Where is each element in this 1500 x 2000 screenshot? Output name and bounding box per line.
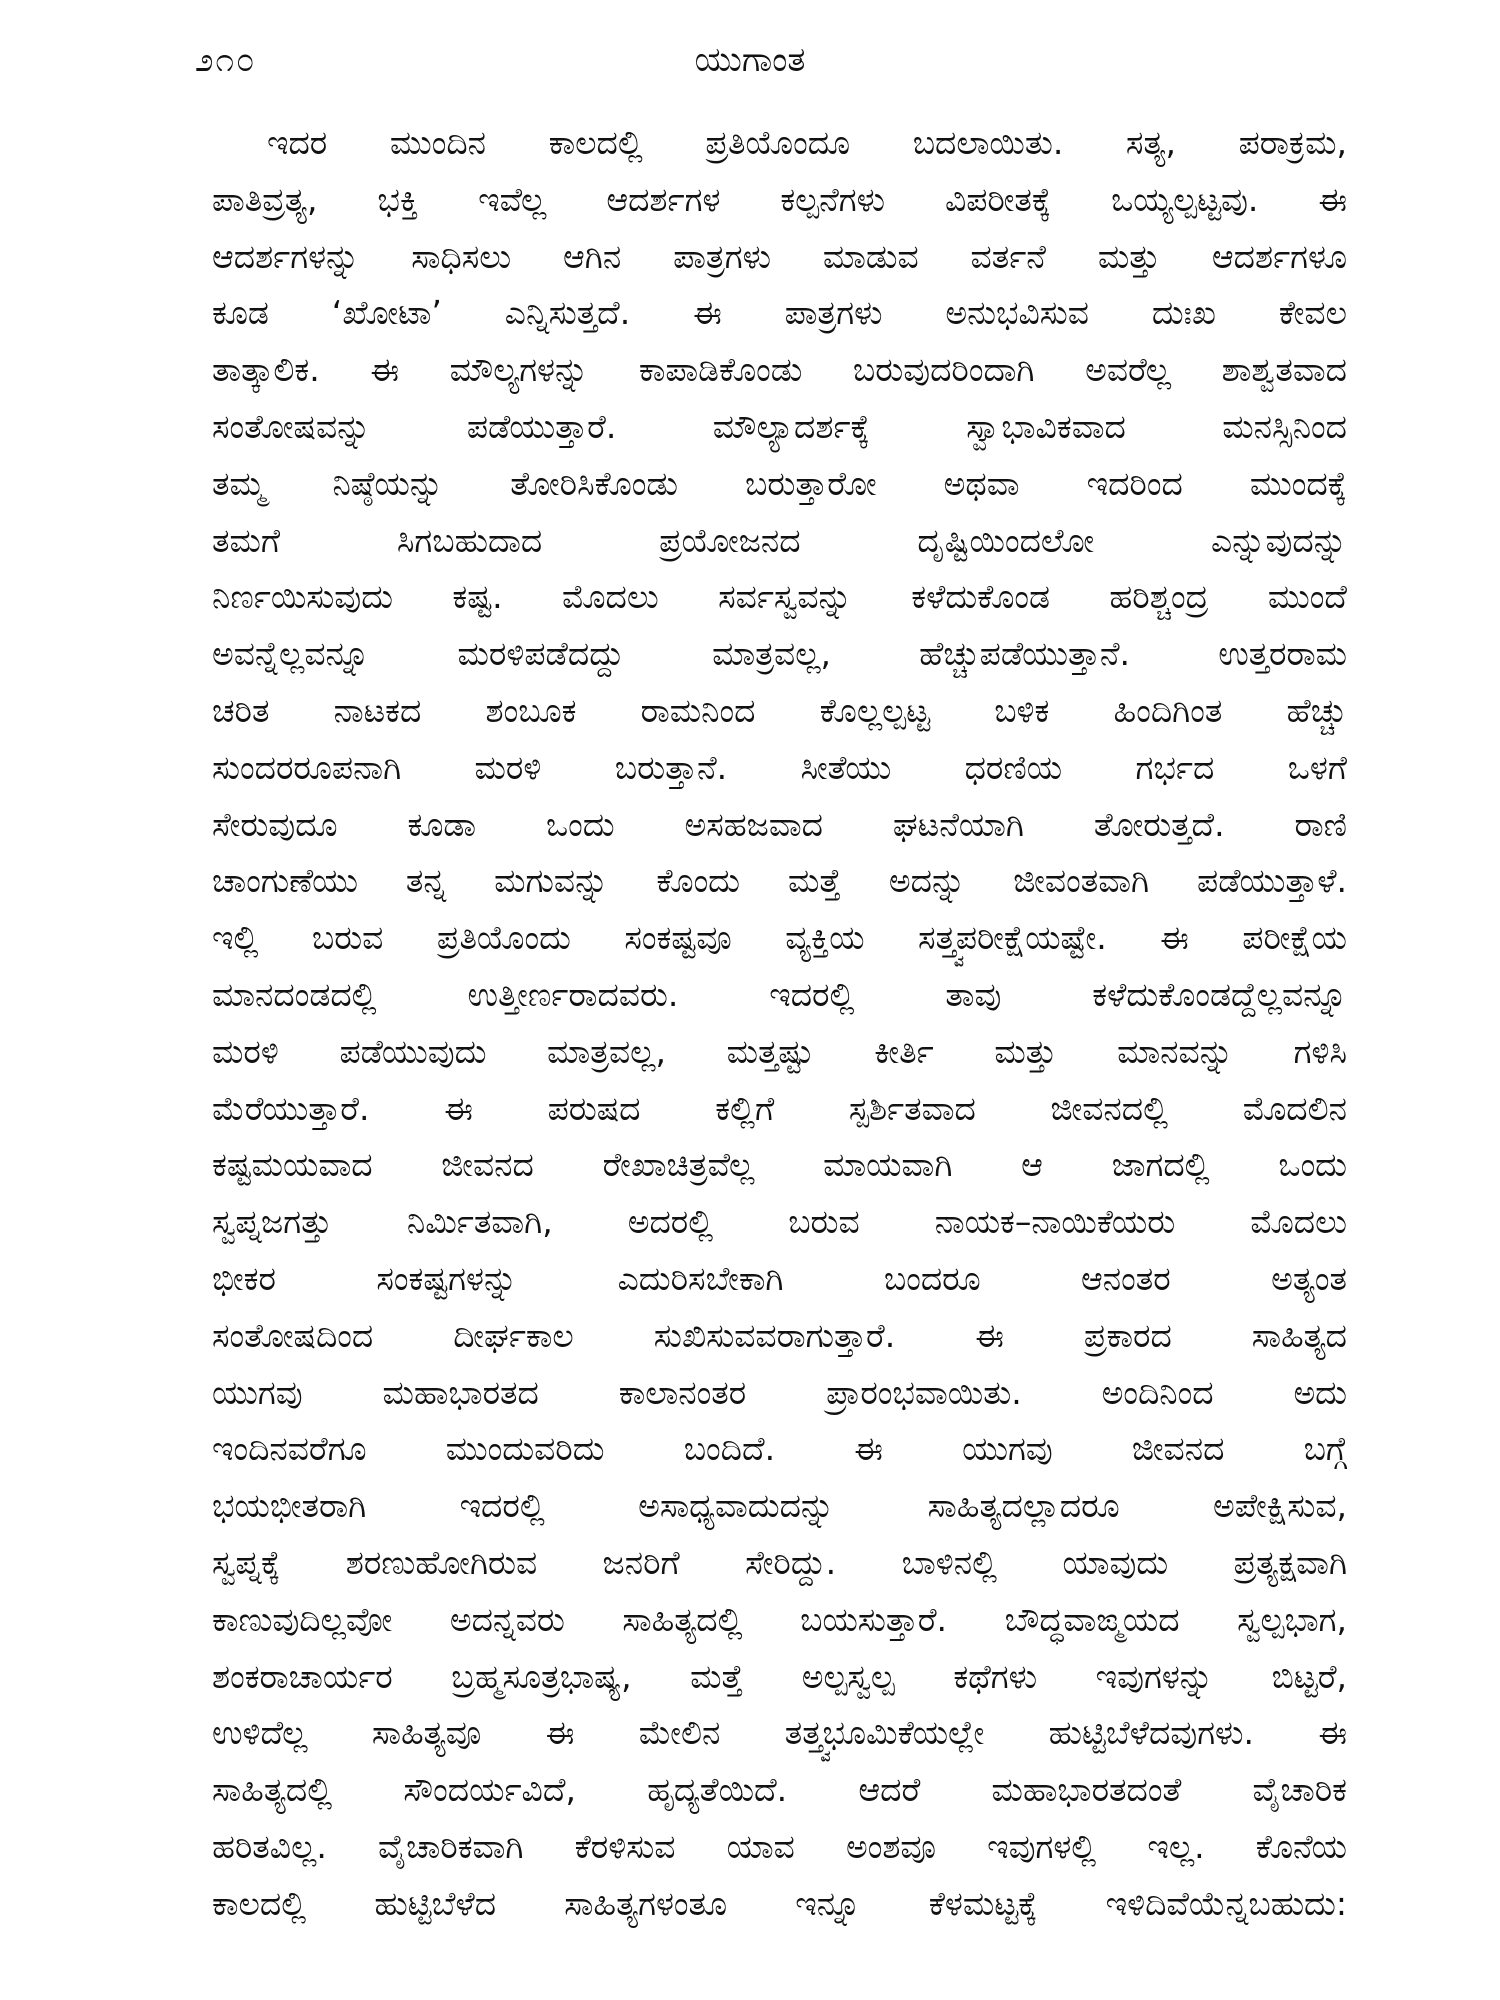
text-line: ಕೂಡ ‘ಖೋಟಾ’ ಎನ್ನಿಸುತ್ತದೆ. ಈ ಪಾತ್ರಗಳು ಅನುಭವಿಸುವ ದುಃಖ ಕೇವಲ [212,293,1347,333]
text-line: ಕಾಲದಲ್ಲಿ ಹುಟ್ಟಿಬೆಳೆದ ಸಾಹಿತ್ಯಗಳಂತೂ ಇನ್ನೂ ಕೆಳಮಟ್ಟಕ್ಕೆ ಇಳಿದಿವೆಯೆನ್ನಬಹುದು: [212,1883,1347,1923]
text-line: ಭಯಭೀತರಾಗಿ ಇದರಲ್ಲಿ ಅಸಾಧ್ಯವಾದುದನ್ನು ಸಾಹಿತ್ಯದಲ್ಲಾದರೂ ಅಪೇಕ್ಷಿಸುವ, [212,1486,1347,1526]
page-number: ೨೧೦ [195,40,257,79]
page-header [0,40,1500,100]
text-line: ಇಂದಿನವರೆಗೂ ಮುಂದುವರಿದು ಬಂದಿದೆ. ಈ ಯುಗವು ಜೀವನದ ಬಗ್ಗೆ [212,1429,1347,1469]
text-line: ತಮ್ಮ ನಿಷ್ಠೆಯನ್ನು ತೋರಿಸಿಕೊಂಡು ಬರುತ್ತಾರೋ ಅಥವಾ ಇದರಿಂದ ಮುಂದಕ್ಕೆ [212,463,1347,503]
text-line: ಮೆರೆಯುತ್ತಾರೆ. ಈ ಪರುಷದ ಕಲ್ಲಿಗೆ ಸ್ಪರ್ಶಿತವಾದ ಜೀವನದಲ್ಲಿ ಮೊದಲಿನ [212,1088,1347,1128]
text-line: ಹರಿತವಿಲ್ಲ. ವೈಚಾರಿಕವಾಗಿ ಕೆರಳಿಸುವ ಯಾವ ಅಂಶವೂ ಇವುಗಳಲ್ಲಿ ಇಲ್ಲ. ಕೊನೆಯ [212,1826,1347,1866]
text-line: ಚರಿತ ನಾಟಕದ ಶಂಬೂಕ ರಾಮನಿಂದ ಕೊಲ್ಲಲ್ಪಟ್ಟ ಬಳಿಕ ಹಿಂದಿಗಿಂತ ಹೆಚ್ಚು [212,690,1347,730]
text-line: ತಾತ್ಕಾಲಿಕ. ಈ ಮೌಲ್ಯಗಳನ್ನು ಕಾಪಾಡಿಕೊಂಡು ಬರುವುದರಿಂದಾಗಿ ಅವರೆಲ್ಲ ಶಾಶ್ವತವಾದ [212,350,1347,390]
text-line: ಇಲ್ಲಿ ಬರುವ ಪ್ರತಿಯೊಂದು ಸಂಕಷ್ಟವೂ ವ್ಯಕ್ತಿಯ ಸತ್ತ್ವಪರೀಕ್ಷೆಯಷ್ಟೇ. ಈ ಪರೀಕ್ಷೆಯ [212,918,1347,958]
text-line: ಮಾನದಂಡದಲ್ಲಿ ಉತ್ತೀರ್ಣರಾದವರು. ಇದರಲ್ಲಿ ತಾವು ಕಳೆದುಕೊಂಡದ್ದೆಲ್ಲವನ್ನೂ [212,974,1347,1014]
text-line: ಚಾಂಗುಣೆಯು ತನ್ನ ಮಗುವನ್ನು ಕೊಂದು ಮತ್ತೆ ಅದನ್ನು ಜೀವಂತವಾಗಿ ಪಡೆಯುತ್ತಾಳೆ. [212,861,1347,901]
text-line: ಸೇರುವುದೂ ಕೂಡಾ ಒಂದು ಅಸಹಜವಾದ ಘಟನೆಯಾಗಿ ತೋರುತ್ತದೆ. ರಾಣಿ [212,804,1347,844]
text-line: ಇದರ ಮುಂದಿನ ಕಾಲದಲ್ಲಿ ಪ್ರತಿಯೊಂದೂ ಬದಲಾಯಿತು. ಸತ್ಯ, ಪರಾಕ್ರಮ, [267,123,1347,162]
text-line: ಉಳಿದೆಲ್ಲ ಸಾಹಿತ್ಯವೂ ಈ ಮೇಲಿನ ತತ್ತ್ವಭೂಮಿಕೆಯಲ್ಲೇ ಹುಟ್ಟಿಬೆಳೆದವುಗಳು. ಈ [212,1713,1347,1753]
text-line: ಸಂತೋಷವನ್ನು ಪಡೆಯುತ್ತಾರೆ. ಮೌಲ್ಯಾದರ್ಶಕ್ಕೆ ಸ್ವಾಭಾವಿಕವಾದ ಮನಸ್ಸಿನಿಂದ [212,406,1347,446]
text-line: ಆದರ್ಶಗಳನ್ನು ಸಾಧಿಸಲು ಆಗಿನ ಪಾತ್ರಗಳು ಮಾಡುವ ವರ್ತನೆ ಮತ್ತು ಆದರ್ಶಗಳೂ [212,236,1347,276]
text-line: ಸಾಹಿತ್ಯದಲ್ಲಿ ಸೌಂದರ್ಯವಿದೆ, ಹೃದ್ಯತೆಯಿದೆ. ಆದರೆ ಮಹಾಭಾರತದಂತೆ ವೈಚಾರಿಕ [212,1770,1347,1810]
text-line: ಕಷ್ಟಮಯವಾದ ಜೀವನದ ರೇಖಾಚಿತ್ರವೆಲ್ಲ ಮಾಯವಾಗಿ ಆ ಜಾಗದಲ್ಲಿ ಒಂದು [212,1145,1347,1185]
text-line: ಭೀಕರ ಸಂಕಷ್ಟಗಳನ್ನು ಎದುರಿಸಬೇಕಾಗಿ ಬಂದರೂ ಆನಂತರ ಅತ್ಯಂತ [212,1258,1347,1298]
text-line: ಶಂಕರಾಚಾರ್ಯರ ಬ್ರಹ್ಮಸೂತ್ರಭಾಷ್ಯ, ಮತ್ತೆ ಅಲ್ಪಸ್ವಲ್ಪ ಕಥೆಗಳು ಇವುಗಳನ್ನು ಬಿಟ್ಟರೆ, [212,1656,1347,1696]
text-line: ಸ್ವಪ್ನಜಗತ್ತು ನಿರ್ಮಿತವಾಗಿ, ಅದರಲ್ಲಿ ಬರುವ ನಾಯಕ–ನಾಯಿಕೆಯರು ಮೊದಲು [212,1202,1347,1242]
running-title: ಯುಗಾಂತ [694,40,806,80]
text-line: ಸುಂದರರೂಪನಾಗಿ ಮರಳಿ ಬರುತ್ತಾನೆ. ಸೀತೆಯು ಧರಣಿಯ ಗರ್ಭದ ಒಳಗೆ [212,747,1347,787]
text-line: ಪಾತಿವ್ರತ್ಯ, ಭಕ್ತಿ ಇವೆಲ್ಲ ಆದರ್ಶಗಳ ಕಲ್ಪನೆಗಳು ವಿಪರೀತಕ್ಕೆ ಒಯ್ಯಲ್ಪಟ್ಟವು. ಈ [212,179,1347,219]
text-line: ಕಾಣುವುದಿಲ್ಲವೋ ಅದನ್ನವರು ಸಾಹಿತ್ಯದಲ್ಲಿ ಬಯಸುತ್ತಾರೆ. ಬೌದ್ಧವಾಙ್ಮಯದ ಸ್ವಲ್ಪಭಾಗ, [212,1599,1347,1639]
text-line: ಯುಗವು ಮಹಾಭಾರತದ ಕಾಲಾನಂತರ ಪ್ರಾರಂಭವಾಯಿತು. ಅಂದಿನಿಂದ ಅದು [212,1372,1347,1412]
text-line: ನಿರ್ಣಯಿಸುವುದು ಕಷ್ಟ. ಮೊದಲು ಸರ್ವಸ್ವವನ್ನು ಕಳೆದುಕೊಂಡ ಹರಿಶ್ಚಂದ್ರ ಮುಂದೆ [212,577,1347,617]
text-line: ಅವನ್ನೆಲ್ಲವನ್ನೂ ಮರಳಿಪಡೆದದ್ದು ಮಾತ್ರವಲ್ಲ, ಹೆಚ್ಚುಪಡೆಯುತ್ತಾನೆ. ಉತ್ತರರಾಮ [212,634,1347,674]
text-line: ತಮಗೆ ಸಿಗಬಹುದಾದ ಪ್ರಯೋಜನದ ದೃಷ್ಟಿಯಿಂದಲೋ ಎನ್ನುವುದನ್ನು [212,520,1347,560]
text-line: ಮರಳಿ ಪಡೆಯುವುದು ಮಾತ್ರವಲ್ಲ, ಮತ್ತಷ್ಟು ಕೀರ್ತಿ ಮತ್ತು ಮಾನವನ್ನು ಗಳಿಸಿ [212,1031,1347,1071]
text-line: ಸಂತೋಷದಿಂದ ದೀರ್ಘಕಾಲ ಸುಖಿಸುವವರಾಗುತ್ತಾರೆ. ಈ ಪ್ರಕಾರದ ಸಾಹಿತ್ಯದ [212,1315,1347,1355]
body-paragraph [212,115,1347,1933]
text-line: ಸ್ವಪ್ನಕ್ಕೆ ಶರಣುಹೋಗಿರುವ ಜನರಿಗೆ ಸೇರಿದ್ದು. ಬಾಳಿನಲ್ಲಿ ಯಾವುದು ಪ್ರತ್ಯಕ್ಷವಾಗಿ [212,1542,1347,1582]
